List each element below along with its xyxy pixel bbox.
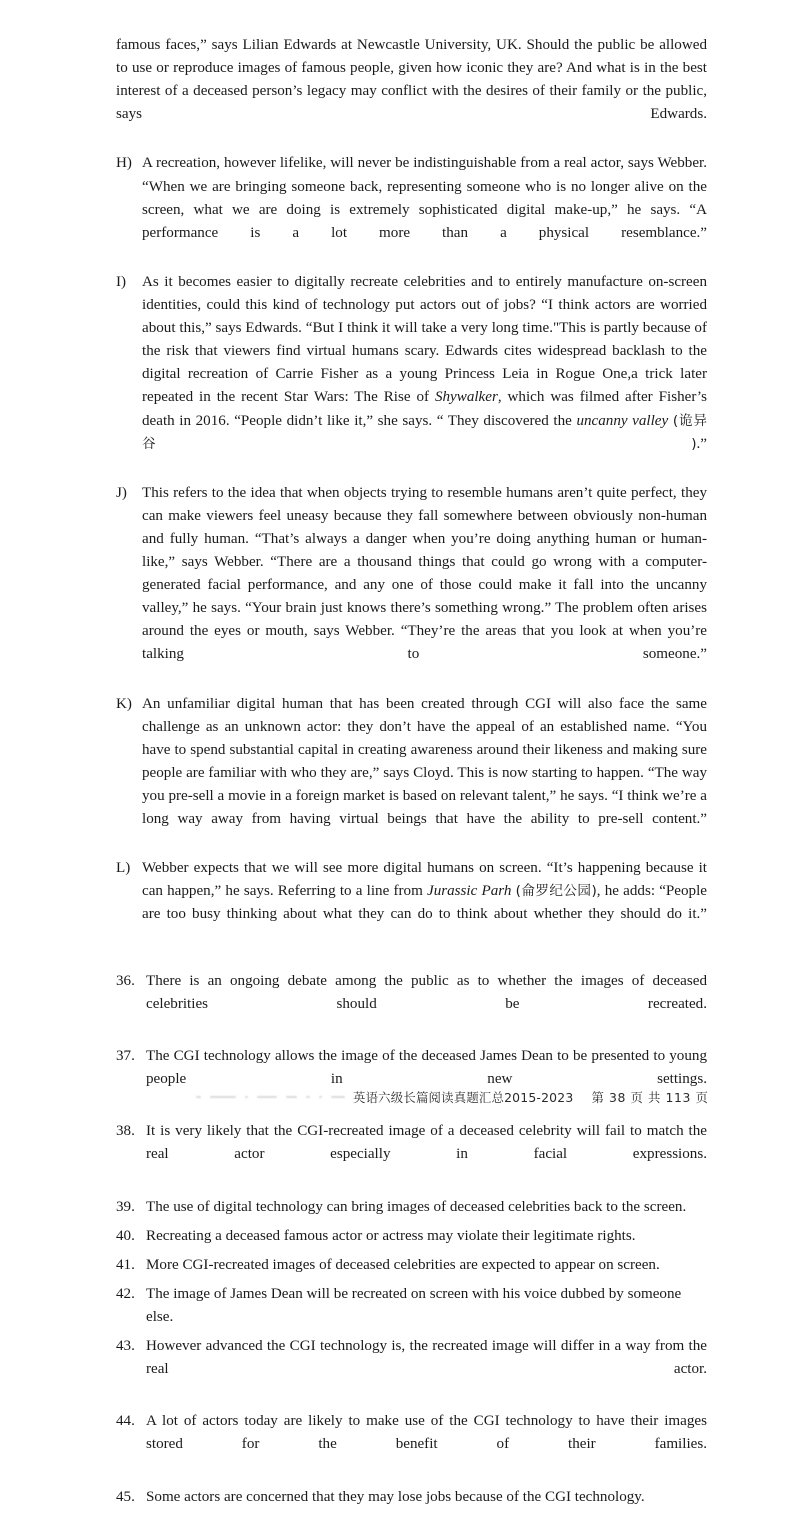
paragraph-l xyxy=(116,857,707,949)
question-number-39: 39. xyxy=(116,1198,135,1215)
paragraph-i xyxy=(116,271,707,479)
paragraph-marker-j: J) xyxy=(116,484,127,501)
paragraph-marker-k: K) xyxy=(116,695,132,712)
question-item-45 xyxy=(116,1486,707,1509)
question-item-44 xyxy=(116,1410,707,1479)
question-item-38 xyxy=(116,1120,707,1189)
question-number-41: 41. xyxy=(116,1256,135,1273)
continuation-paragraph: famous faces,” says Lilian Edwards at Newcastle University, UK. Should the public be allowed to use or reproduce images of famous people, given how iconic they are? And what is in the best interest of a deceased person’s legacy may conflict with the desires of their family or the public, says Edwards. xyxy=(116,37,707,123)
question-item-43 xyxy=(116,1335,707,1404)
question-number-38: 38. xyxy=(116,1123,135,1140)
question-number-36: 36. xyxy=(116,972,135,989)
question-item-42 xyxy=(116,1283,707,1329)
question-item-40 xyxy=(116,1225,707,1248)
cjk-gloss-jurassic-park: (侖罗纪公园) xyxy=(515,883,597,900)
question-item-39 xyxy=(116,1196,707,1219)
footer-title: 英语六级长篇阅读真题汇总2015-2023 xyxy=(353,1090,574,1105)
question-text-38: It is very likely that the CGI-recreated image of a deceased celebrity will fail to match the real actor especially in facial expressions. xyxy=(146,1123,707,1163)
question-number-44: 44. xyxy=(116,1413,135,1430)
question-number-43: 43. xyxy=(116,1337,135,1354)
paragraph-l-run-2: , he adds: “People are too busy thinking about what they can do to think about whether they should do it.” xyxy=(142,883,707,923)
question-text-37: The CGI technology allows the image of the deceased James Dean to be presented to young people in new settings. xyxy=(146,1047,707,1088)
page-footer xyxy=(0,1084,800,1118)
question-text-44: A lot of actors today are likely to make use of the CGI technology to have their images stored for the benefit of their families. xyxy=(146,1413,707,1453)
film-title-shywalker: Shywalker xyxy=(434,389,498,406)
paragraph-i-run-3: .” xyxy=(696,435,707,452)
paragraph-k xyxy=(116,693,707,855)
question-text-39: The use of digital technology can bring images of deceased celebrities back to the screen. xyxy=(146,1198,687,1215)
question-text-40: Recreating a deceased famous actor or actress may violate their legitimate rights. xyxy=(146,1227,636,1244)
paragraph-h xyxy=(116,152,707,267)
question-number-40: 40. xyxy=(116,1227,135,1244)
term-uncanny-valley: uncanny valley xyxy=(576,412,669,429)
question-text-43: However advanced the CGI technology is, the recreated image will differ in a way from the real actor. xyxy=(146,1337,707,1378)
question-item-41 xyxy=(116,1254,707,1277)
paragraph-j xyxy=(116,482,707,690)
paragraph-marker-i: I) xyxy=(116,273,127,290)
question-number-42: 42. xyxy=(116,1285,135,1302)
paragraph-i-run-2: , which was filmed after Fisher’s death in 2016. “People didn’t like it,” she says. “ They discovered the xyxy=(142,389,707,429)
film-title-jurassic-parh: Jurassic Parh xyxy=(427,883,512,900)
cjk-gloss-uncanny-valley: (诡异谷) xyxy=(142,412,707,452)
footer-page-number: 第 38 页 共 113 页 xyxy=(591,1090,709,1105)
paragraph-i-run-1: As it becomes easier to digitally recreate celebrities and to entirely manufacture on-screen identities, could this kind of technology put actors out of jobs? “I think actors are worried about this,” says Edwards. “But I think it will take a very long time."This is partly because of the risk that viewers find virtual humans scary. Edwards cites widespread backlash to the digital recreation of Carrie Fisher as a young Princess Leia in Rogue One,a trick later repeated in the recent Star Wars: The Rise of xyxy=(142,273,707,406)
paragraph-marker-l: L) xyxy=(116,860,131,877)
question-list xyxy=(116,970,707,1509)
page-content xyxy=(116,34,707,1515)
question-number-45: 45. xyxy=(116,1488,135,1505)
question-item-36 xyxy=(116,970,707,1039)
paragraph-text-j: This refers to the idea that when objects trying to resemble humans aren’t quite perfect, they can make viewers feel uneasy because they fall somewhere between obviously non-human and fully human. “That’s always a danger when you’re doing anything human or human-like,” says Webber. “There are a thousand things that could go wrong with a computer-generated facial performance, and any one of those could make it fall into the uncanny valley,” he says. “Your brain just knows there’s something wrong.” The problem often arises around the eyes or mouth, says Webber. “They’re the areas that you look at when you’re talking to someone.” xyxy=(142,484,707,663)
question-text-41: More CGI-recreated images of deceased celebrities are expected to appear on screen. xyxy=(146,1256,660,1273)
paragraph-text-k: An unfamiliar digital human that has been created through CGI will also face the same challenge as an unknown actor: they don’t have the appeal of an established name. “You have to spend substantial capital in creating awareness around their likeness and making sure people are familiar with who they are,” says Cloyd. This is now starting to happen. “The way you pre-sell a movie in a foreign market is based on relevant talent,” he says. “I think we’re a long way away from having virtual beings that have the ability to pre-sell content.” xyxy=(142,695,707,828)
question-text-36: There is an ongoing debate among the public as to whether the images of deceased celebrities should be recreated. xyxy=(146,972,707,1012)
scan-artifact-marks xyxy=(196,1096,345,1098)
paragraph-l-run-1: Webber expects that we will see more digital humans on screen. “It’s happening because it can happen,” he says. Referring to a line from xyxy=(142,860,707,900)
paragraph-text-l xyxy=(142,857,707,949)
question-text-42: The image of James Dean will be recreated on screen with his voice dubbed by someone else. xyxy=(146,1285,682,1325)
paragraph-text-h: A recreation, however lifelike, will never be indistinguishable from a real actor, says Webber. “When we are bringing someone back, representing someone who is no longer alive on the screen, what we are doing is extremely sophisticated digital make-up,” he says. “A performance is a lot more than a physical resemblance.” xyxy=(142,155,707,241)
question-number-37: 37. xyxy=(116,1047,135,1064)
paragraph-text-i xyxy=(142,271,707,479)
question-text-45: Some actors are concerned that they may lose jobs because of the CGI technology. xyxy=(146,1488,645,1505)
paragraph-marker-h: H) xyxy=(116,155,132,172)
